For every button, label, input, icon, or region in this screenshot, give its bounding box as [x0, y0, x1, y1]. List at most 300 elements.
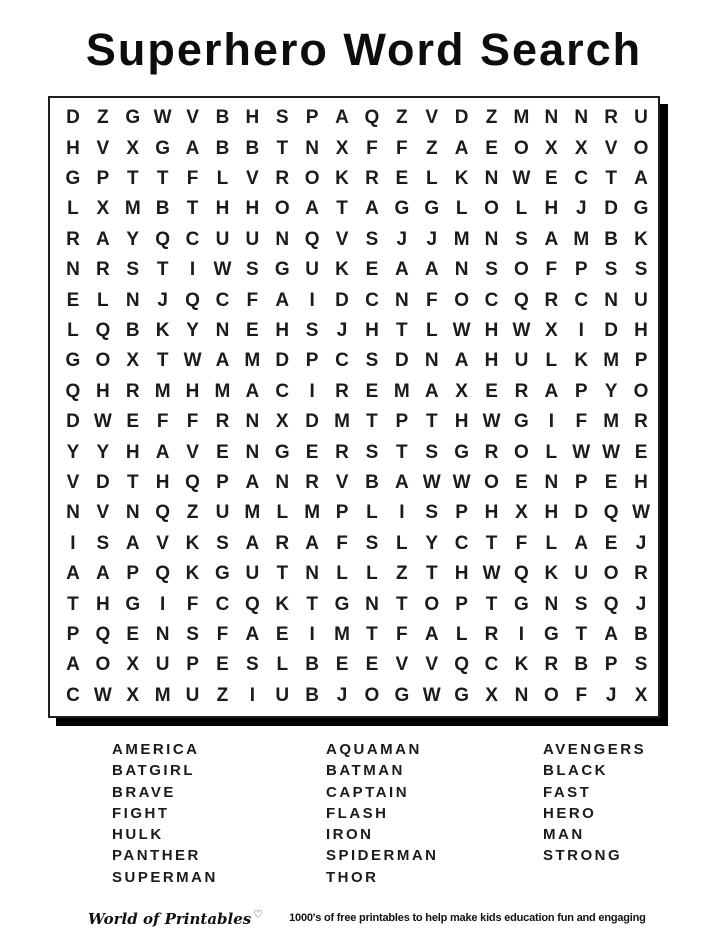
grid-letter: I: [309, 380, 315, 402]
page-title: Superhero Word Search: [85, 24, 643, 75]
grid-letter: D: [305, 411, 319, 433]
word-list-item: BLACK: [543, 762, 608, 780]
grid-letter: W: [183, 350, 202, 372]
grid-letter: M: [393, 380, 410, 402]
grid-letter: S: [365, 350, 379, 372]
grid-letter: W: [422, 471, 441, 493]
grid-letter: P: [305, 350, 319, 372]
grid-letter: R: [604, 107, 618, 129]
grid-letter: A: [305, 532, 319, 554]
grid-letter: C: [365, 289, 379, 311]
grid-letter: U: [574, 563, 589, 585]
grid-letter: B: [634, 623, 648, 645]
grid-letter: X: [96, 198, 110, 220]
grid-letter: M: [334, 623, 350, 645]
grid-letter: E: [305, 441, 319, 463]
grid-letter: W: [482, 563, 501, 585]
grid-letter: M: [244, 502, 261, 524]
grid-letter: A: [544, 380, 559, 402]
grid-letter: U: [215, 502, 230, 524]
grid-letter: E: [126, 623, 140, 645]
grid-letter: R: [544, 289, 559, 311]
grid-letter: N: [305, 137, 319, 159]
grid-letter: H: [66, 137, 80, 159]
grid-letter: N: [275, 471, 290, 493]
grid-letter: D: [604, 198, 618, 220]
grid-letter: F: [545, 259, 558, 281]
grid-letter: H: [155, 471, 170, 493]
grid-letter: D: [394, 350, 409, 372]
grid-letter: S: [604, 259, 618, 281]
grid-letter: P: [126, 563, 140, 585]
grid-letter: D: [66, 107, 80, 129]
grid-letter: G: [334, 593, 350, 615]
grid-letter: I: [309, 623, 315, 645]
grid-letter: G: [633, 198, 649, 220]
grid-letter: B: [245, 137, 260, 159]
grid-letter: K: [514, 654, 529, 676]
grid-letter: F: [366, 137, 378, 159]
word-list: [0, 739, 728, 889]
grid-letter: T: [156, 259, 169, 281]
grid-letter: P: [216, 471, 229, 493]
grid-letter: M: [603, 350, 620, 372]
grid-letter: R: [634, 411, 648, 433]
grid-letter: A: [66, 654, 80, 676]
grid-letter: L: [545, 441, 558, 463]
grid-letter: Q: [454, 654, 470, 676]
grid-letter: S: [365, 441, 379, 463]
grid-letter: B: [574, 654, 589, 676]
grid-letter: J: [635, 593, 647, 615]
grid-letter: S: [246, 259, 259, 281]
grid-letter: O: [633, 380, 649, 402]
grid-letter: U: [215, 228, 230, 250]
grid-letter: S: [574, 593, 588, 615]
grid-letter: M: [573, 228, 590, 250]
grid-letter: L: [545, 532, 558, 554]
grid-letter: L: [67, 198, 79, 220]
grid-letter: X: [455, 380, 468, 402]
grid-letter: K: [185, 563, 200, 585]
grid-letter: U: [245, 563, 260, 585]
grid-letter: P: [395, 411, 409, 433]
grid-letter: N: [125, 289, 140, 311]
grid-letter: E: [365, 259, 379, 281]
grid-letter: T: [485, 593, 498, 615]
grid-letter: N: [514, 684, 529, 706]
grid-letter: N: [424, 350, 439, 372]
grid-letter: L: [515, 198, 528, 220]
grid-letter: K: [155, 319, 170, 341]
grid-letter: A: [215, 350, 230, 372]
grid-letter: J: [426, 228, 438, 250]
grid-letter: W: [602, 441, 621, 463]
grid-letter: N: [245, 441, 260, 463]
grid-letter: K: [335, 167, 349, 189]
grid-letter: S: [186, 623, 199, 645]
grid-letter: M: [154, 380, 171, 402]
grid-letter: E: [216, 441, 229, 463]
grid-letter: Q: [514, 289, 529, 311]
grid-letter: W: [213, 259, 232, 281]
grid-letter: A: [335, 107, 349, 129]
grid-letter: U: [185, 684, 200, 706]
grid-letter: O: [95, 654, 111, 676]
grid-letter: D: [66, 411, 80, 433]
grid-letter: G: [125, 593, 141, 615]
grid-letter: C: [484, 289, 499, 311]
grid-letter: F: [216, 623, 229, 645]
grid-letter: I: [70, 532, 76, 554]
grid-letter: P: [335, 502, 349, 524]
grid-letter: H: [185, 380, 200, 402]
grid-letter: U: [634, 289, 648, 311]
word-list-item: AVENGERS: [543, 741, 647, 758]
grid-letter: G: [274, 441, 290, 463]
grid-letter: T: [126, 167, 139, 189]
grid-letter: D: [604, 319, 618, 341]
grid-letter: R: [95, 259, 110, 281]
grid-letter: M: [244, 350, 261, 372]
grid-letter: Y: [66, 441, 80, 463]
grid-letter: A: [424, 380, 439, 402]
grid-letter: G: [424, 198, 440, 220]
grid-letter: T: [396, 441, 408, 463]
word-list-item: AQUAMAN: [326, 741, 422, 758]
grid-letter: A: [634, 167, 648, 189]
grid-letter: O: [543, 684, 559, 706]
grid-letter: L: [276, 502, 289, 524]
grid-letter: A: [245, 380, 260, 402]
grid-letter: N: [66, 502, 80, 524]
grid-letter: E: [604, 471, 618, 493]
grid-letter: E: [365, 654, 379, 676]
grid-letter: R: [365, 167, 379, 189]
grid-letter: Q: [95, 623, 111, 645]
grid-letter: T: [605, 167, 617, 189]
word-list-item: CAPTAIN: [326, 783, 410, 801]
grid-letter: Z: [216, 684, 229, 706]
grid-letter: U: [275, 684, 290, 706]
grid-letter: M: [334, 411, 350, 433]
grid-letter: I: [309, 289, 315, 311]
grid-letter: M: [453, 228, 470, 250]
grid-letter: Q: [155, 502, 171, 524]
grid-letter: K: [634, 228, 648, 250]
grid-letter: X: [515, 502, 528, 524]
word-list-item: HULK: [112, 826, 164, 844]
grid-letter: T: [396, 319, 408, 341]
grid-letter: A: [394, 471, 409, 493]
grid-letter: O: [95, 350, 111, 372]
grid-letter: L: [67, 319, 79, 341]
grid-letter: R: [335, 380, 349, 402]
grid-letter: F: [186, 593, 199, 615]
grid-letter: O: [514, 441, 529, 463]
grid-letter: X: [126, 684, 140, 706]
grid-letter: N: [544, 107, 559, 129]
grid-letter: N: [305, 563, 319, 585]
grid-letter: N: [484, 167, 499, 189]
grid-letter: Q: [185, 471, 200, 493]
word-list-item: HERO: [543, 804, 597, 822]
grid-letter: Y: [126, 228, 140, 250]
grid-letter: T: [396, 593, 408, 615]
grid-letter: L: [336, 563, 348, 585]
grid-letter: Z: [186, 502, 199, 524]
grid-letter: O: [484, 198, 499, 220]
grid-letter: L: [216, 167, 229, 189]
grid-letter: B: [215, 137, 230, 159]
grid-letter: Y: [425, 532, 439, 554]
grid-letter: E: [246, 319, 259, 341]
grid-letter: W: [452, 319, 471, 341]
grid-letter: R: [514, 380, 529, 402]
grid-letter: D: [454, 107, 469, 129]
brand-text: World of Printables: [88, 910, 252, 928]
grid-letter: A: [454, 350, 469, 372]
grid-letter: R: [335, 441, 349, 463]
word-list-item: IRON: [326, 826, 374, 844]
grid-letter: J: [605, 684, 617, 706]
grid-letter: U: [155, 654, 170, 676]
grid-letter: C: [574, 167, 589, 189]
grid-letter: T: [67, 593, 79, 615]
grid-letter: S: [365, 228, 379, 250]
grid-letter: Q: [95, 319, 111, 341]
grid-letter: F: [575, 684, 588, 706]
grid-letter: N: [544, 593, 559, 615]
grid-letter: F: [425, 289, 438, 311]
grid-letter: T: [336, 198, 348, 220]
grid-letter: H: [484, 350, 499, 372]
grid-letter: P: [66, 623, 80, 645]
grid-letter: K: [275, 593, 290, 615]
grid-letter: N: [275, 228, 290, 250]
grid-letter: O: [603, 563, 619, 585]
grid-letter: T: [306, 593, 318, 615]
word-list-item: MAN: [543, 826, 585, 844]
grid-letter: M: [513, 107, 530, 129]
grid-letter: O: [484, 471, 499, 493]
grid-letter: S: [126, 259, 140, 281]
grid-letter: R: [544, 654, 559, 676]
grid-letter: N: [66, 259, 80, 281]
grid-letter: H: [245, 107, 260, 129]
grid-letter: R: [305, 471, 319, 493]
grid-letter: E: [485, 137, 498, 159]
grid-letter: E: [126, 411, 140, 433]
grid-letter: F: [396, 137, 408, 159]
grid-letter: Y: [96, 441, 110, 463]
grid-letter: N: [394, 289, 409, 311]
grid-letter: R: [215, 411, 230, 433]
grid-letter: C: [185, 228, 200, 250]
grid-letter: E: [545, 167, 558, 189]
grid-letter: Q: [514, 563, 529, 585]
grid-letter: W: [93, 411, 112, 433]
grid-letter: W: [572, 441, 591, 463]
grid-letter: R: [484, 441, 499, 463]
grid-letter: T: [575, 623, 588, 645]
tagline: 1000's of free printables to help make kids education fun and engaging: [289, 912, 646, 924]
grid-letter: X: [545, 137, 558, 159]
grid-letter: B: [125, 319, 140, 341]
grid-letter: F: [156, 411, 169, 433]
grid-letter: W: [512, 167, 531, 189]
grid-letter: Z: [396, 107, 408, 129]
grid-letter: U: [514, 350, 529, 372]
grid-letter: V: [246, 167, 259, 189]
grid-letter: M: [214, 380, 231, 402]
grid-letter: Q: [185, 289, 200, 311]
grid-letter: O: [424, 593, 440, 615]
grid-letter: M: [154, 684, 171, 706]
grid-letter: G: [65, 167, 81, 189]
word-list-item: FIGHT: [112, 804, 170, 822]
grid-letter: Q: [65, 380, 81, 402]
grid-letter: L: [276, 654, 289, 676]
grid-letter: U: [305, 259, 319, 281]
word-list-item: FLASH: [326, 804, 389, 822]
grid-letter: G: [215, 563, 230, 585]
grid-letter: A: [544, 228, 559, 250]
grid-letter: K: [185, 532, 200, 554]
grid-letter: E: [365, 380, 379, 402]
grid-letter: A: [275, 289, 290, 311]
grid-letter: F: [396, 623, 408, 645]
grid-letter: H: [365, 319, 379, 341]
grid-letter: C: [484, 654, 499, 676]
grid-letter: W: [422, 684, 441, 706]
grid-letter: Z: [485, 107, 498, 129]
grid-letter: E: [216, 654, 229, 676]
grid-letter: N: [604, 289, 618, 311]
grid-letter: L: [366, 502, 378, 524]
grid-letter: V: [335, 471, 349, 493]
grid-letter: I: [578, 319, 584, 341]
grid-letter: C: [215, 593, 230, 615]
grid-letter: V: [604, 137, 618, 159]
grid-letter: G: [155, 137, 171, 159]
word-list-column: [326, 739, 439, 888]
grid-letter: O: [514, 259, 529, 281]
word-list-item: SPIDERMAN: [326, 847, 439, 865]
grid-letter: V: [96, 502, 110, 524]
grid-letter: C: [335, 350, 349, 372]
grid-letter: G: [454, 684, 470, 706]
grid-letter: N: [215, 319, 230, 341]
grid-letter: D: [574, 502, 589, 524]
grid-letter: B: [215, 107, 230, 129]
grid-letter: Z: [396, 563, 408, 585]
grid-letter: O: [454, 289, 470, 311]
grid-letter: C: [454, 532, 469, 554]
grid-letter: L: [396, 532, 408, 554]
grid-letter: A: [574, 532, 589, 554]
grid-letter: J: [336, 684, 348, 706]
grid-letter: S: [425, 441, 439, 463]
grid-letter: O: [274, 198, 290, 220]
grid-letter: L: [455, 623, 468, 645]
grid-letter: S: [365, 532, 379, 554]
grid-letter: Q: [304, 228, 320, 250]
grid-letter: W: [93, 684, 112, 706]
grid-letter: L: [545, 350, 558, 372]
grid-letter: A: [245, 471, 260, 493]
grid-letter: X: [126, 137, 140, 159]
grid-letter: B: [365, 471, 379, 493]
grid-letter: S: [216, 532, 229, 554]
grid-letter: I: [160, 593, 166, 615]
grid-letter: E: [515, 471, 528, 493]
grid-letter: H: [634, 319, 648, 341]
grid-letter: B: [305, 654, 319, 676]
grid-letter: U: [245, 228, 260, 250]
grid-letter: T: [156, 350, 169, 372]
grid-letter: Z: [97, 107, 109, 129]
grid-letter: A: [95, 563, 110, 585]
grid-letter: R: [275, 532, 290, 554]
grid-letter: U: [634, 107, 648, 129]
grid-letter: V: [66, 471, 80, 493]
grid-letter: H: [544, 502, 559, 524]
grid-letter: N: [125, 502, 140, 524]
grid-letter: N: [454, 259, 469, 281]
grid-letter: C: [215, 289, 230, 311]
word-list-item: STRONG: [543, 847, 623, 865]
word-list-item: PANTHER: [112, 847, 201, 865]
grid-letter: P: [305, 107, 319, 129]
grid-letter: J: [157, 289, 168, 311]
grid-letter: O: [364, 684, 380, 706]
grid-letter: E: [634, 441, 648, 463]
grid-letter: H: [544, 198, 559, 220]
grid-letter: H: [245, 198, 260, 220]
word-list-item: BATGIRL: [112, 762, 196, 780]
grid-letter: F: [246, 289, 259, 311]
grid-letter: A: [394, 259, 409, 281]
grid-letter: Y: [186, 319, 199, 341]
grid-letter: Y: [604, 380, 618, 402]
grid-letter: X: [574, 137, 588, 159]
grid-letter: A: [424, 623, 439, 645]
grid-letter: L: [455, 198, 468, 220]
grid-letter: Q: [603, 593, 619, 615]
grid-letter: D: [95, 471, 110, 493]
grid-letter: S: [634, 654, 648, 676]
grid-letter: G: [514, 593, 529, 615]
grid-letter: T: [366, 623, 378, 645]
word-list-column: [112, 739, 218, 888]
grid-letter: G: [394, 198, 410, 220]
grid-letter: C: [275, 380, 290, 402]
grid-letter: T: [425, 411, 438, 433]
grid-letter: E: [604, 532, 618, 554]
grid-letter: F: [515, 532, 528, 554]
grid-letter: H: [634, 471, 648, 493]
grid-letter: O: [633, 137, 649, 159]
grid-letter: N: [365, 593, 379, 615]
grid-letter: T: [425, 563, 438, 585]
grid-letter: T: [126, 471, 139, 493]
grid-letter: G: [514, 411, 529, 433]
grid-letter: A: [424, 259, 439, 281]
grid-letter: E: [275, 623, 289, 645]
grid-letter: T: [366, 411, 378, 433]
grid-letter: X: [545, 319, 558, 341]
